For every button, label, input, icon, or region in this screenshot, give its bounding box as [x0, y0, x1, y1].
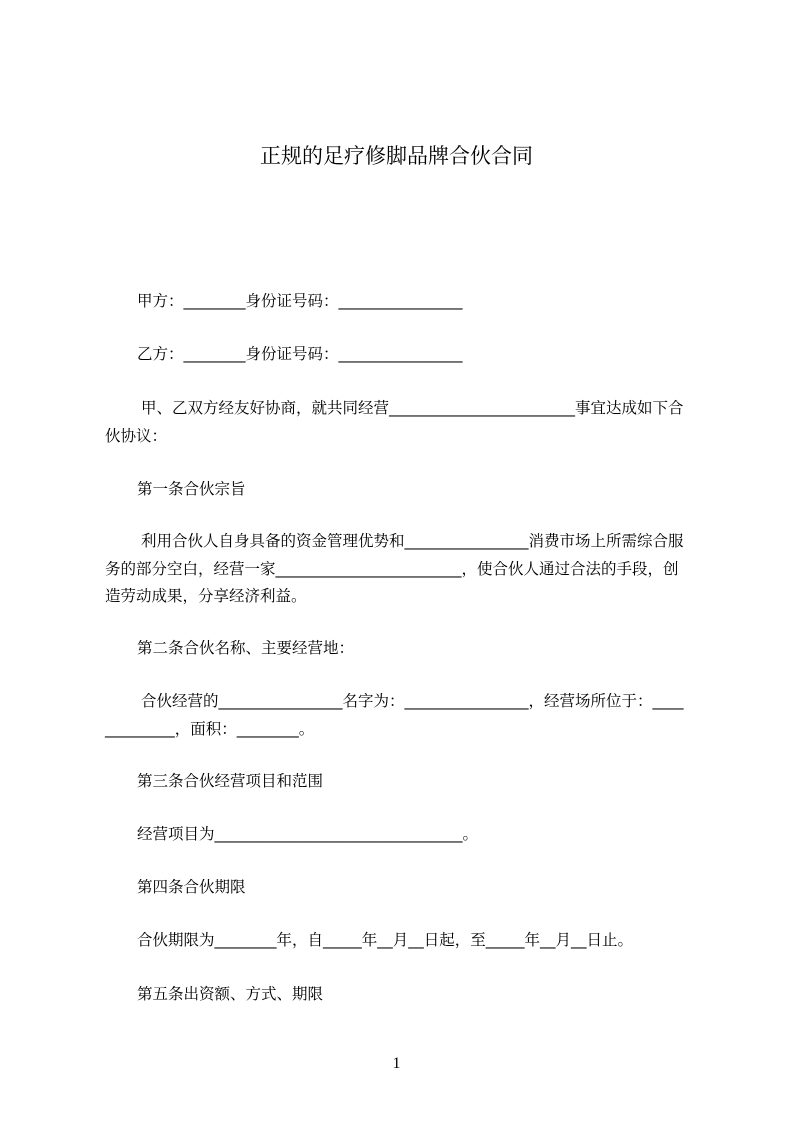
intro-line-2: 伙协议： [105, 427, 168, 445]
article-3-line-1: 经营项目为________________________________。 [137, 825, 479, 843]
party-b-line: 乙方：________身份证号码：________________ [137, 345, 463, 363]
article-5-heading: 第五条出资额、方式、期限 [137, 985, 324, 1003]
article-1-line-3: 造劳动成果，分享经济利益。 [105, 587, 307, 605]
article-1-line-1: 利用合伙人自身具备的资金管理优势和________________消费市场上所需综合服 [141, 532, 684, 550]
article-1-line-2: 务的部分空白，经营一家________________________，使合伙人通过合法的手段，创 [105, 560, 679, 578]
party-a-line: 甲方：________身份证号码：________________ [137, 292, 463, 310]
article-3-heading: 第三条合伙经营项目和范围 [137, 772, 324, 790]
article-2-heading: 第二条合伙名称、主要经营地： [137, 639, 355, 657]
article-4-line-1: 合伙期限为________年，自_____年__月__日起，至_____年__月__日止。 [137, 931, 634, 949]
article-2-line-2: _________，面积：________。 [105, 720, 315, 738]
document-title: 正规的足疗修脚品牌合伙合同 [260, 144, 533, 168]
article-2-line-1: 合伙经营的________________名字为：________________，经营场所位于：____ [141, 692, 684, 710]
article-1-heading: 第一条合伙宗旨 [137, 480, 246, 498]
page-number: 1 [392, 1055, 401, 1072]
article-4-heading: 第四条合伙期限 [137, 878, 246, 896]
intro-line-1: 甲、乙双方经友好协商，就共同经营________________________事宜达成如下合 [141, 399, 684, 417]
